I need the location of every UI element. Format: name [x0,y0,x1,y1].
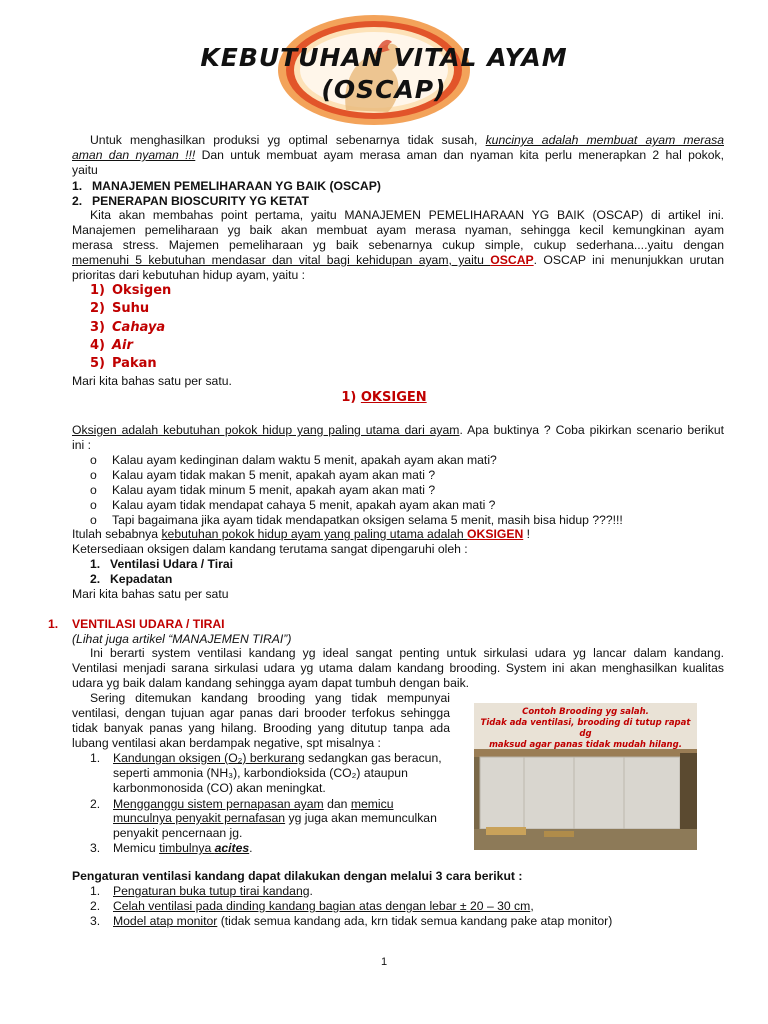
effect-item-1-cont: karbonmonosida (CO) akan meningkat. [113,781,326,795]
page-number: 1 [380,956,388,968]
method-item: 2. Celah ventilasi pada dinding kandang bagian atas dengan lebar ± 20 – 30 cm, [90,899,534,913]
effect-item-2-cont: penyakit pencernaan jg. [113,826,243,840]
principle-2: 2. PENERAPAN BIOSCURITY YG KETAT [72,194,309,208]
oksigen-line-2: ini : [72,438,91,452]
list-item: o Tapi bagaimana jika ayam tidak mendapatkan oksigen selama 5 menit, masih bisa hidup ???!!! [90,513,623,527]
list-item: o Kalau ayam tidak makan 5 menit, apakah ayam akan mati ? [90,468,436,482]
priority-item: 2) Suhu [90,301,150,316]
list-item: o Kalau ayam tidak mendapat cahaya 5 menit, apakah ayam akan mati ? [90,498,496,512]
priority-item: 5) Pakan [90,356,157,371]
brooding-photo [474,703,697,850]
transition-text: Mari kita bahas satu per satu. [72,374,232,388]
oksigen-factors-intro: Ketersediaan oksigen dalam kandang terutama sangat dipengaruhi oleh : [72,542,468,556]
ventilasi-p2-line-1: Sering ditemukan kandang brooding yang tidak mempunyai [90,691,450,705]
list-item: o Kalau ayam tidak minum 5 menit, apakah ayam akan mati ? [90,483,436,497]
effect-item-1: 1. Kandungan oksigen (O₂) berkurang sedangkan gas beracun, [90,751,442,765]
intro-line-1: Untuk menghasilkan produksi yg optimal sebenarnya tidak susah, kuncinya adalah membuat ayam merasa [90,133,724,147]
ventilasi-p1-line-3: udara yg baik dalam kandang sehingga ayam dapat tumbuh dengan baik. [72,676,470,690]
para2-line-5: prioritas dari kebutuhan hidup ayam, yaitu : [72,268,306,282]
oksigen-line-1: Oksigen adalah kebutuhan pokok hidup yang paling utama dari ayam. Apa buktinya ? Coba pikirkan scenario berikut [72,423,724,437]
effect-item-2-cont: munculnya penyakit pernafasan yg juga akan memunculkan [113,811,437,825]
para2-line-1: Kita akan membahas point pertama, yaitu MANAJEMEN PEMELIHARAAN YG BAIK (OSCAP) di artikel ini. [90,208,724,222]
effect-item-3: 3. Memicu timbulnya acites. [90,841,253,855]
page-title: KEBUTUHAN VITAL AYAM [200,43,568,72]
page-subtitle: (OSCAP) [321,75,447,104]
priority-item: 1) Oksigen [90,283,172,298]
intro-line-2: aman dan nyaman !!! Dan untuk membuat ayam merasa aman dan nyaman kita perlu menerapkan 2 hal pokok, [72,148,724,162]
methods-heading: Pengaturan ventilasi kandang dapat dilakukan dengan melalui 3 cara berikut : [72,869,523,883]
ventilasi-p2-line-4: lubang ventilasi akan berdampak negative, spt misalnya : [72,736,381,750]
method-item: 3. Model atap monitor (tidak semua kandang ada, krn tidak semua kandang pake atap monitor) [90,914,613,928]
ventilasi-p1-line-1: Ini berarti system ventilasi kandang yg ideal sangat penting untuk sirkulasi udara yg lancar dalam kandang. [90,646,724,660]
list-item: o Kalau ayam kedinginan dalam waktu 5 menit, apakah ayam akan mati? [90,453,497,467]
para2-line-3: merasa stress. Majemen pemeliharaan yg baik sebenarnya cukup simple, cukup sederhana....yaitu dengan [72,238,724,252]
photo-caption: Contoh Brooding yg salah. Tidak ada ventilasi, brooding di tutup rapat dg maksud agar panas tidak mudah hilang. [480,707,691,750]
factor-item: 1. Ventilasi Udara / Tirai [90,557,234,571]
principle-1: 1. MANAJEMEN PEMELIHARAAN YG BAIK (OSCAP) [72,179,381,193]
oksigen-conclusion: Itulah sebabnya kebutuhan pokok hidup ayam yang paling utama adalah OKSIGEN ! [72,527,531,541]
see-also-note: (Lihat juga artikel “MANAJEMEN TIRAI”) [72,632,292,646]
effect-item-2: 2. Mengganggu sistem pernapasan ayam dan memicu [90,797,394,811]
ventilasi-p2-line-2: ventilasi, dengan tujuan agar panas dari brooder terfokus sehingga [72,706,450,720]
para2-line-2: Manajemen pemeliharaan yg baik akan membuat ayam merasa nyaman, sehingga kecil kemungkinan ayam [72,223,724,237]
ventilasi-p1-line-2: Ventilasi menjadi sarana sirkulasi udara yg utama dalam kandang brooding. System ini akan menghasilkan kualitas [72,661,724,675]
section-heading-oksigen: 1) OKSIGEN [341,390,427,405]
section-heading-ventilasi: 1. VENTILASI UDARA / TIRAI [48,617,225,631]
method-item: 1. Pengaturan buka tutup tirai kandang. [90,884,313,898]
priority-item: 4) Air [90,338,133,353]
intro-line-3: yaitu [72,163,98,177]
effect-item-1-cont: seperti ammonia (NH₃), karbondioksida (CO₂) ataupun [113,766,408,780]
ventilasi-p2-line-3: tidak banyak panas yang hilang. Brooding yang ditutup tanpa ada [72,721,450,735]
para2-line-4: memenuhi 5 kebutuhan mendasar dan vital bagi kehidupan ayam, yaitu OSCAP. OSCAP ini menunjukkan urutan [72,253,724,267]
priority-item: 3) Cahaya [90,320,166,335]
oksigen-transition: Mari kita bahas satu per satu [72,587,229,601]
factor-item: 2. Kepadatan [90,572,173,586]
